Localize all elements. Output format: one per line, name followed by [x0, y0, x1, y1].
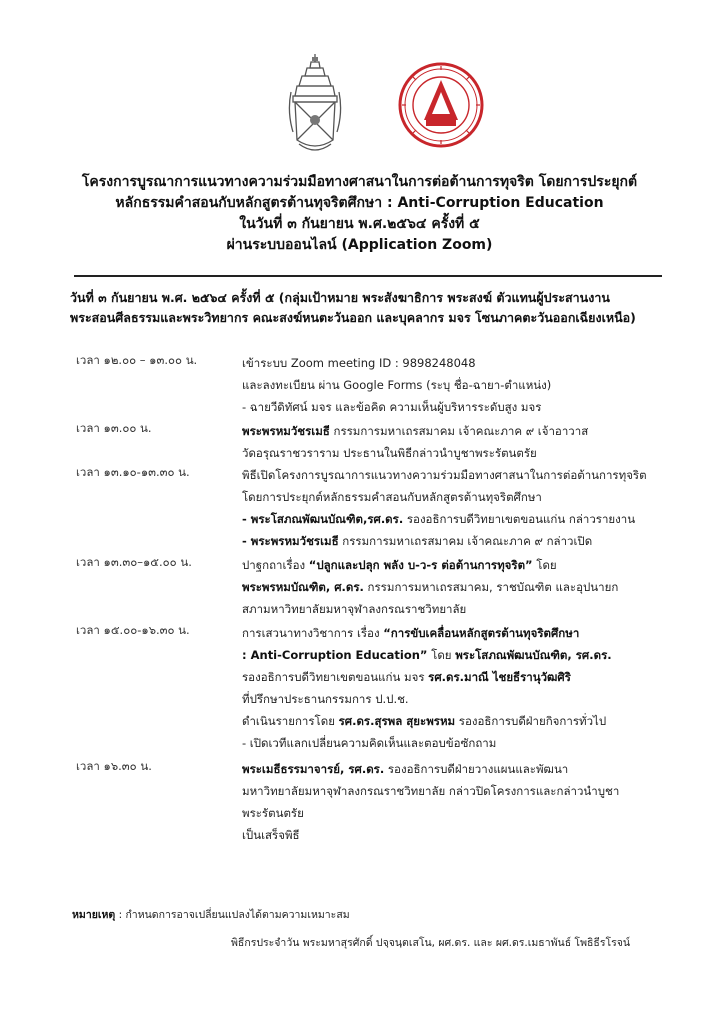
intro-line: วันที่ ๓ กันยายน พ.ศ. ๒๕๖๔ ครั้งที่ ๕ (กลุ่มเป้าหมาย พระสังฆาธิการ พระสงฆ์ ตัวแทนผู้ประสานงาน [70, 290, 610, 305]
text: รองอธิการบดีฝ่ายกิจการทั่วไป [455, 714, 607, 728]
text: เข้าระบบ Zoom meeting ID : 9898248048 [242, 356, 476, 370]
schedule-details [242, 464, 647, 552]
schedule-line [242, 758, 619, 780]
schedule-line [242, 374, 551, 396]
footnote [72, 906, 350, 923]
bold-text: พระโสภณพัฒนบัณฑิต, รศ.ดร. [455, 648, 612, 662]
text: โดย [532, 558, 557, 572]
text: รองอธิการบดีวิทยาเขตขอนแก่น กล่าวรายงาน [403, 512, 636, 526]
schedule-line [242, 780, 619, 802]
text: ที่ปรึกษาประธานกรรมการ ป.ป.ช. [242, 692, 409, 706]
text: กรรมการมหาเถรสมาคม เจ้าคณะภาค ๙ เจ้าอาวาส [329, 424, 589, 438]
schedule-line [242, 442, 588, 464]
signature: พิธีกรประจำวัน พระมหาสุรศักดิ์ ปจฺจนฺตเสโน, ผศ.ดร. และ ผศ.ดร.เมธาพันธ์ โพธิธีรโรจน์ [231, 937, 631, 949]
text: การเสวนาทางวิชาการ เรื่อง [242, 626, 384, 640]
text: - เปิดเวทีแลกเปลี่ยนความคิดเห็นและตอบข้อซักถาม [242, 736, 497, 750]
red-seal-icon [398, 62, 484, 148]
intro-line: พระสอนศีลธรรมและพระวิทยากร คณะสงฆ์หนตะวันออก และบุคลากร มจร โซนภาคตะวันออกเฉียงเหนือ) [70, 310, 636, 325]
bold-text: รศ.ดร.มาณี ไชยธีรานุวัฒศิริ [428, 670, 571, 684]
schedule-details [242, 758, 619, 846]
title-line: หลักธรรมคำสอนกับหลักสูตรต้านทุจริตศึกษา : Anti-Corruption Education [115, 195, 604, 211]
schedule-time: เวลา ๑๓.๐๐ น. [76, 421, 152, 435]
schedule-line [242, 688, 612, 710]
text: พระรัตนตรัย [242, 806, 304, 820]
schedule-line [242, 464, 647, 486]
title-line: โครงการบูรณาการแนวทางความร่วมมือทางศาสนาในการต่อต้านการทุจริต โดยการประยุกต์ [81, 174, 638, 190]
text: พิธีเปิดโครงการบูรณาการแนวทางความร่วมมือทางศาสนาในการต่อต้านการทุจริต [242, 468, 647, 482]
document-title [40, 172, 679, 256]
text: - ฉายวีดิทัศน์ มจร และข้อคิด ความเห็นผู้บริหารระดับสูง มจร [242, 400, 542, 414]
schedule-time: เวลา ๑๓.๑๐-๑๓.๓๐ น. [76, 465, 190, 479]
text: ปาฐกถาเรื่อง [242, 558, 309, 572]
divider [74, 275, 662, 277]
note-text: : กำหนดการอาจเปลี่ยนแปลงได้ตามความเหมาะสม [115, 909, 350, 921]
text: กรรมการมหาเถรสมาคม เจ้าคณะภาค ๙ กล่าวเปิด [338, 534, 593, 548]
text: โดย [427, 648, 456, 662]
schedule-line [242, 802, 619, 824]
intro-paragraph [70, 288, 680, 328]
logo-area [0, 48, 719, 156]
schedule-line [242, 598, 618, 620]
schedule-line [242, 420, 588, 442]
text: เป็นเสร็จพิธี [242, 828, 300, 842]
text: กรรมการมหาเถรสมาคม, ราชบัณฑิต และอุปนายก [363, 580, 619, 594]
bold-text: - พระพรหมวัชรเมธี [242, 534, 339, 548]
text: รองอธิการบดีฝ่ายวางแผนและพัฒนา [384, 762, 569, 776]
schedule-details [242, 352, 551, 418]
bold-text: “การขับเคลื่อนหลักสูตรต้านทุจริตศึกษา [383, 626, 580, 640]
schedule-line [242, 666, 612, 688]
schedule-line [242, 352, 551, 374]
schedule-line [242, 554, 618, 576]
schedule-line [242, 508, 647, 530]
text: มหาวิทยาลัยมหาจุฬาลงกรณราชวิทยาลัย กล่าวปิดโครงการและกล่าวนำบูชา [242, 784, 620, 798]
schedule-line [242, 644, 612, 666]
bold-text: “ปลูกและปลุก พลัง บ-ว-ร ต่อต้านการทุจริต” [308, 558, 533, 572]
bold-text: รศ.ดร.สุรพล สุยะพรหม [338, 714, 456, 728]
bold-text: พระพรหมบัณฑิต, ศ.ดร. [242, 580, 364, 594]
bold-text: : Anti-Corruption Education” [242, 648, 428, 662]
text: รองอธิการบดีวิทยาเขตขอนแก่น มจร [242, 670, 429, 684]
bold-text: พระเมธีธรรมาจารย์, รศ.ดร. [242, 762, 385, 776]
university-emblem-icon [285, 52, 345, 156]
schedule-line [242, 576, 618, 598]
note-label: หมายเหตุ [72, 909, 116, 921]
bold-text: พระพรหมวัชรเมธี [242, 424, 330, 438]
schedule-time: เวลา ๑๕.๐๐-๑๖.๓๐ น. [76, 623, 190, 637]
schedule-line [242, 622, 612, 644]
schedule-time: เวลา ๑๒.๐๐ – ๑๓.๐๐ น. [76, 353, 198, 367]
schedule-time: เวลา ๑๖.๓๐ น. [76, 759, 152, 773]
schedule-line [242, 530, 647, 552]
schedule-details [242, 554, 618, 620]
schedule-line [242, 486, 647, 508]
text: และลงทะเบียน ผ่าน Google Forms (ระบุ ชื่อ-ฉายา-ตำแหน่ง) [242, 378, 552, 392]
bold-text: - พระโสภณพัฒนบัณฑิต,รศ.ดร. [242, 512, 404, 526]
text: ดำเนินรายการโดย [242, 714, 339, 728]
schedule-time: เวลา ๑๓.๓๐–๑๕.๐๐ น. [76, 555, 192, 569]
schedule-line [242, 710, 612, 732]
schedule-details [242, 622, 612, 754]
schedule-line [242, 396, 551, 418]
schedule-line [242, 732, 612, 754]
schedule-line [242, 824, 619, 846]
title-line: ผ่านระบบออนไลน์ (Application Zoom) [226, 237, 493, 253]
text: โดยการประยุกต์หลักธรรมคำสอนกับหลักสูตรต้านทุจริตศึกษา [242, 490, 542, 504]
text: วัดอรุณราชวราราม ประธานในพิธีกล่าวนำบูชาพระรัตนตรัย [242, 446, 537, 460]
schedule-details [242, 420, 588, 464]
text: สภามหาวิทยาลัยมหาจุฬาลงกรณราชวิทยาลัย [242, 602, 467, 616]
title-line: ในวันที่ ๓ กันยายน พ.ศ.๒๕๖๔ ครั้งที่ ๕ [239, 216, 480, 232]
